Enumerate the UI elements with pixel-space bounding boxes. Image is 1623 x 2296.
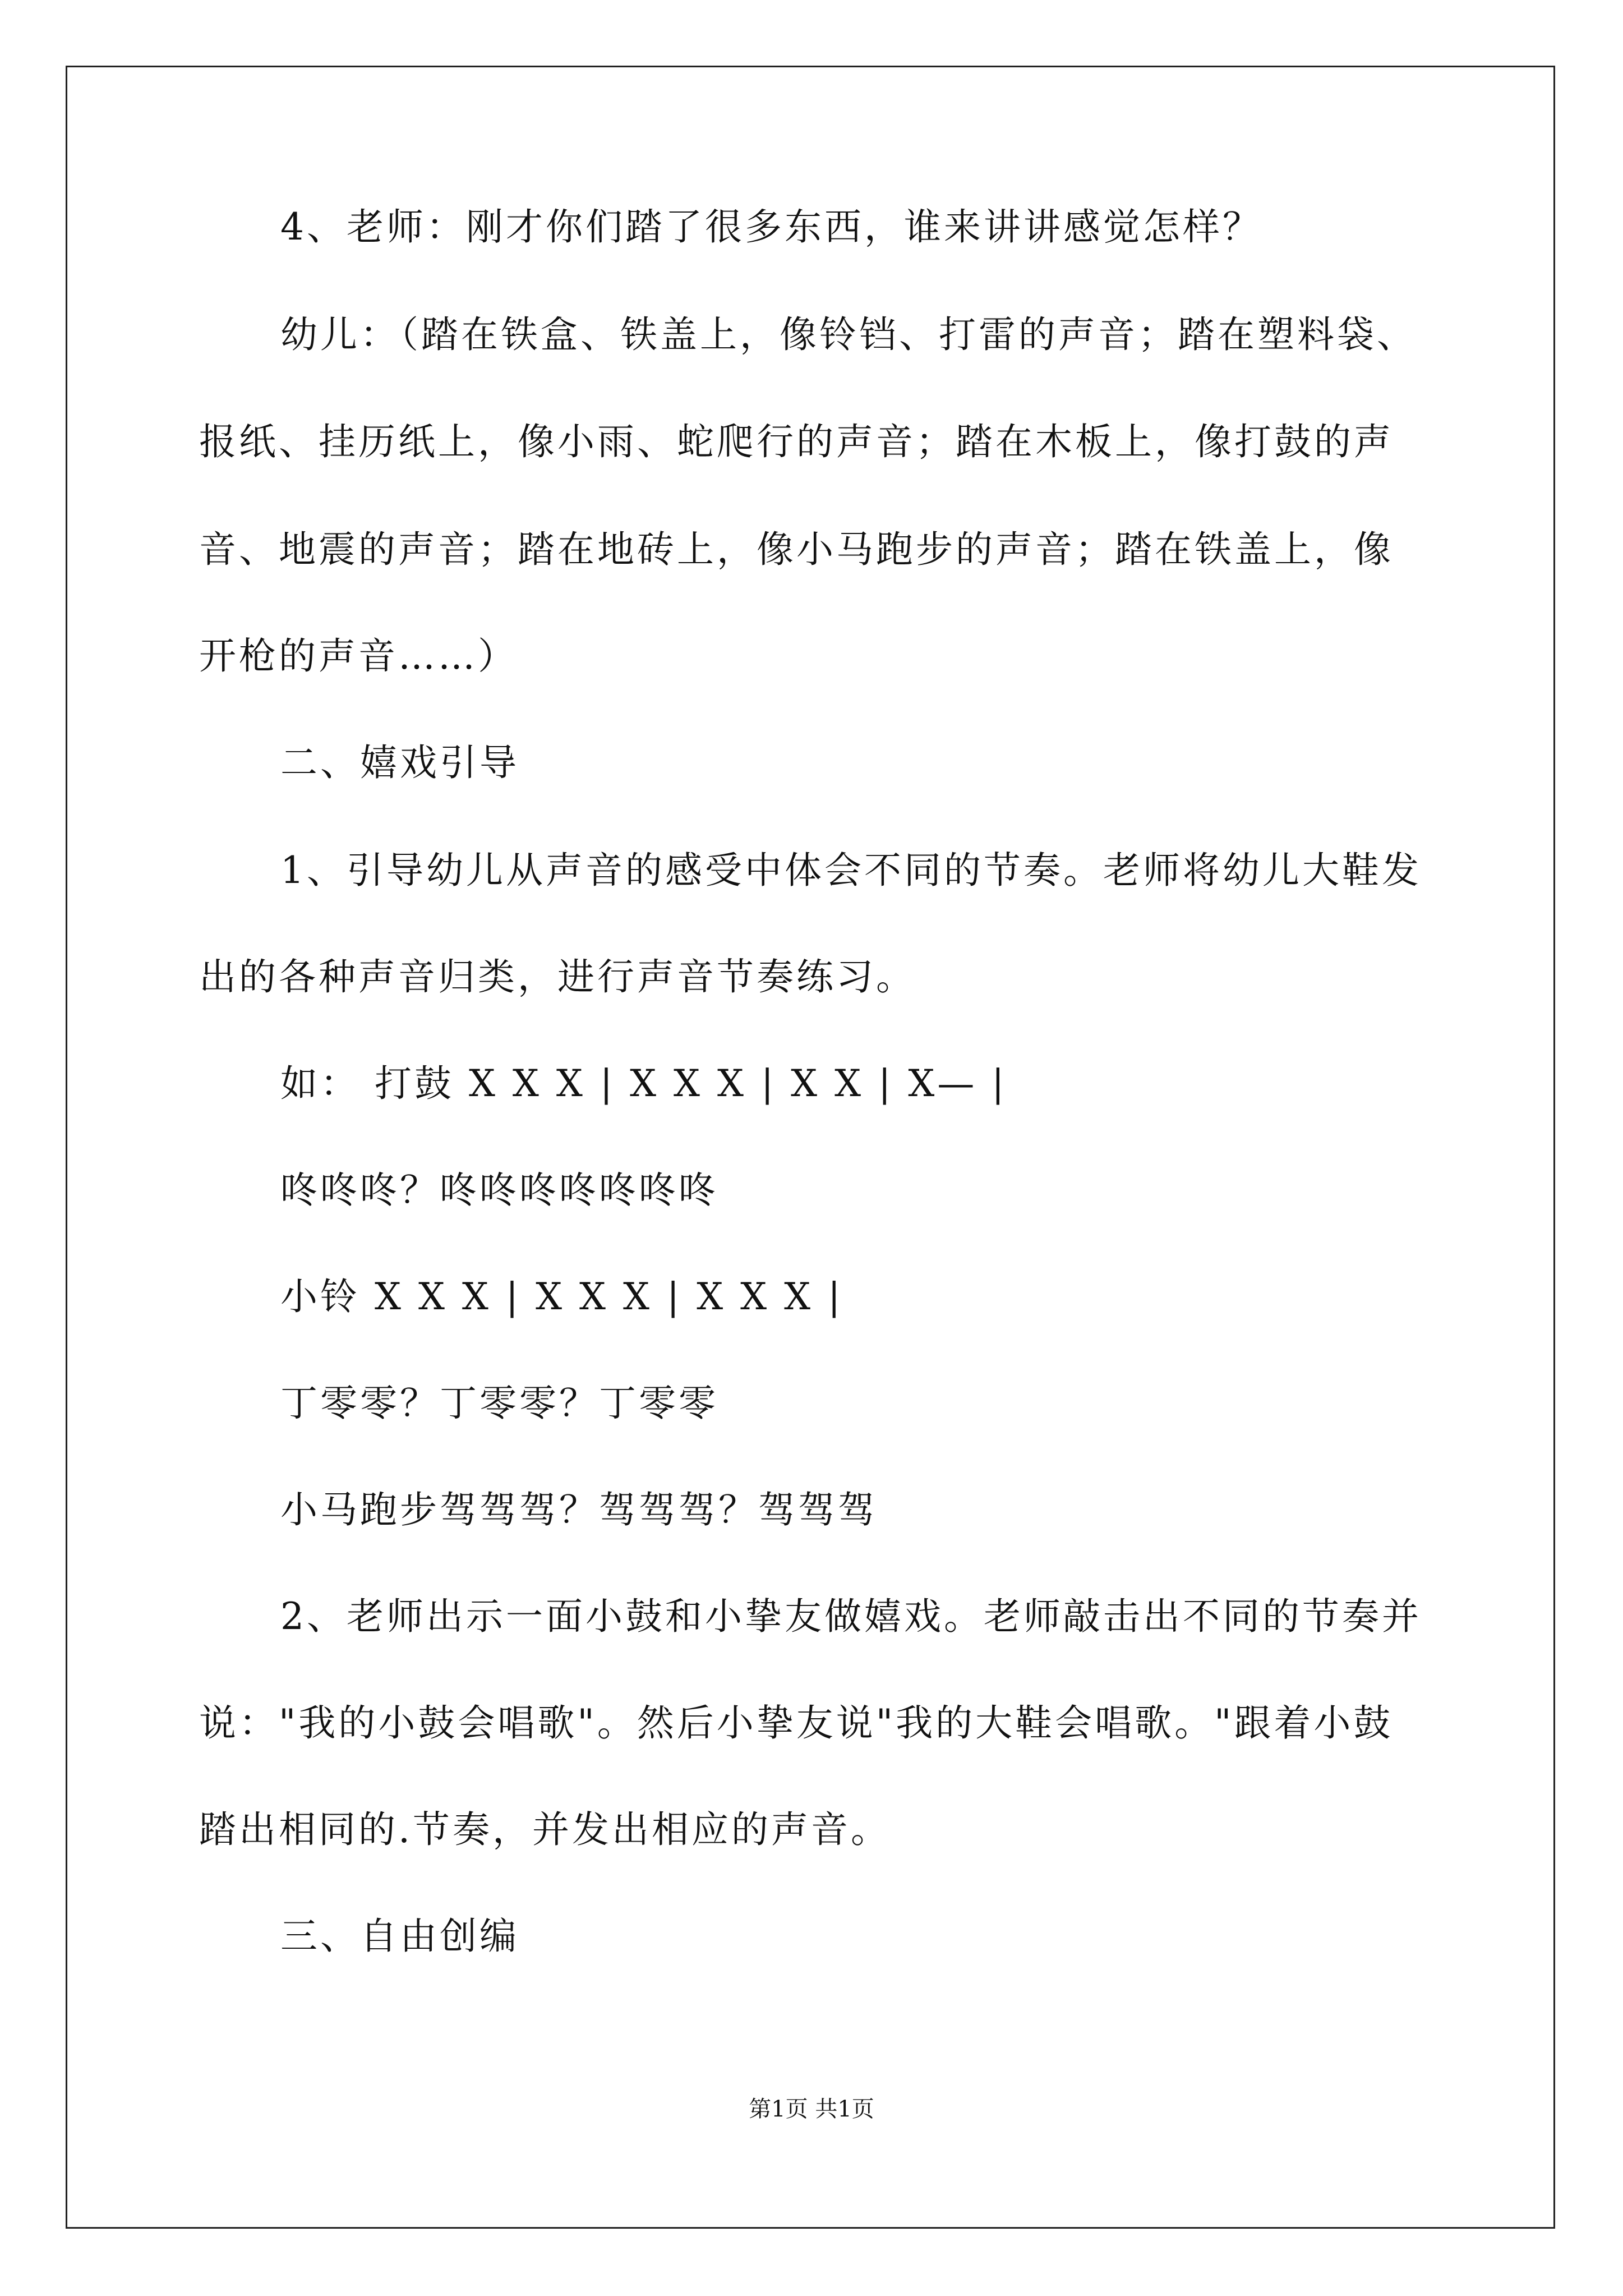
- text-line: 2、老师出示一面小鼓和小挚友做嬉戏。老师敲击出不同的节奏并: [280, 1595, 1422, 1638]
- rhythm-line: 小铃 X X X | X X X | X X X |: [280, 1275, 843, 1318]
- text-line: 说："我的小鼓会唱歌"。然后小挚友说"我的大鞋会唱歌。"跟着小鼓: [199, 1701, 1394, 1745]
- rhythm-line: 小马跑步驾驾驾？驾驾驾？驾驾驾: [280, 1488, 878, 1531]
- text-line: 音、地震的声音；踏在地砖上，像小马跑步的声音；踏在铁盖上，像: [199, 528, 1394, 571]
- text-line: 1、引导幼儿从声音的感受中体会不同的节奏。老师将幼儿大鞋发: [280, 849, 1422, 892]
- text-line: 报纸、挂历纸上，像小雨、蛇爬行的声音；踏在木板上，像打鼓的声: [199, 420, 1394, 463]
- section-heading: 三、自由创编: [280, 1915, 519, 1958]
- text-line: 4、老师：刚才你们踏了很多东西，谁来讲讲感觉怎样？: [280, 205, 1262, 249]
- page-frame: [66, 66, 1555, 2229]
- rhythm-line: 如： 打鼓 X X X | X X X | X X | X— |: [280, 1062, 1007, 1105]
- rhythm-line: 咚咚咚？咚咚咚咚咚咚咚: [280, 1168, 718, 1212]
- page-number: 第1页 共1页: [749, 2096, 874, 2122]
- text-line: 踏出相同的.节奏，并发出相应的声音。: [199, 1808, 891, 1851]
- rhythm-line: 丁零零？丁零零？丁零零: [280, 1382, 718, 1425]
- text-line: 开枪的声音……）: [199, 634, 518, 678]
- text-line: 出的各种声音归类，进行声音节奏练习。: [199, 955, 916, 999]
- section-heading: 二、嬉戏引导: [280, 741, 519, 784]
- text-line: 幼儿：（踏在铁盒、铁盖上，像铃铛、打雷的声音；踏在塑料袋、: [280, 313, 1417, 356]
